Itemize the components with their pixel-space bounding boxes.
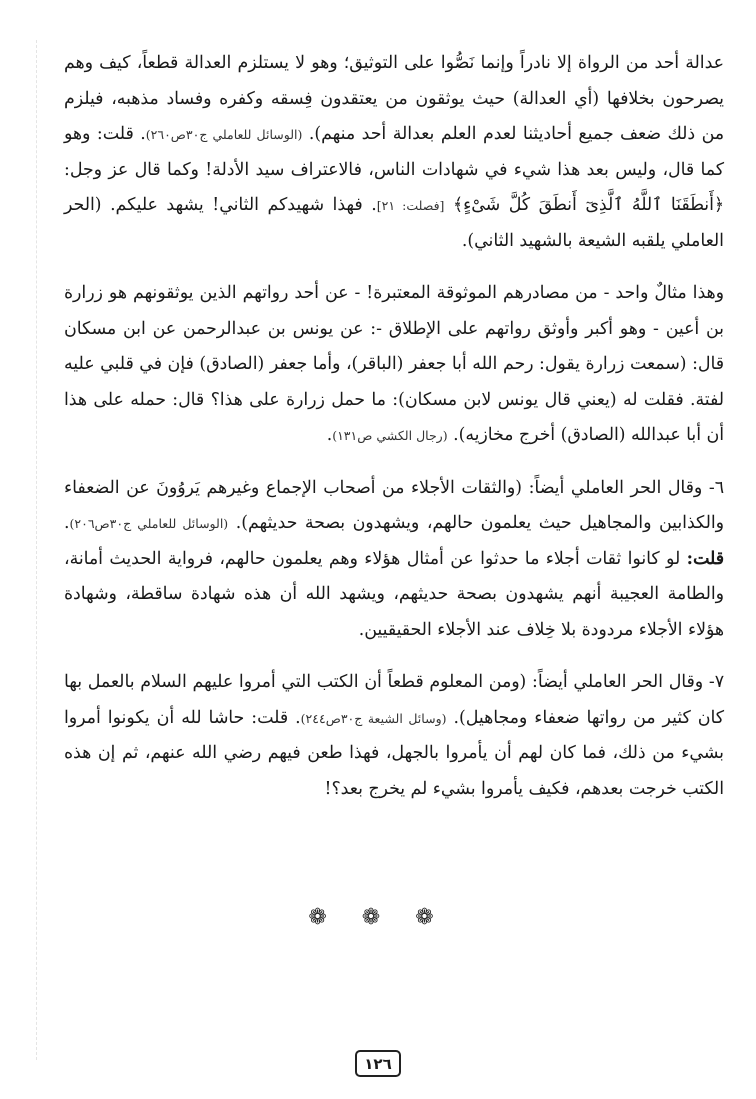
body-text: . فهذا شهيدكم الثاني! يشهد عليكم. (الحر العاملي يلقبه الشيعة بالشهيد الثاني). <box>64 195 724 251</box>
paragraph-3 <box>64 471 724 649</box>
citation-reference: [فصلت: ٢١] <box>376 198 445 213</box>
flower-ornament-icon: ❁ <box>308 905 341 930</box>
paragraph-2 <box>64 276 724 454</box>
body-text: لو كانوا ثقات أجلاء ما حدثوا عن أمثال هؤلاء وهم يعلمون حالهم، فرواية الحديث أمانة، والطامة العجيبة أنهم يشهدون بصحة حديثهم، ويشهد الله أن هذه شهادة ساقطة، وشهادة هؤلاء الأجلاء مردودة بلا خِلاف عند الأجلاء الحقيقيين. <box>64 548 724 640</box>
citation-reference: (الوسائل للعاملي ج٣٠ص٢٠٦) <box>69 516 229 531</box>
body-text: ٦- وقال الحر العاملي أيضاً: (والثقات الأجلاء من أصحاب الإجماع وغيرهم يَروُونَ عن الضعفاء والكذابين والمجاهيل حيث يعلمون حالهم، ويشهدون بصحة حديثهم). <box>64 477 724 533</box>
citation-reference: (رجال الكشي ص١٣١) <box>332 428 448 443</box>
body-text: عدالة أحد من الرواة إلا نادراً وإنما نَصُّوا على التوثيق؛ وهو لا يستلزم العدالة قطعاً، كيف وهم يصرحون بخلافها (أي العدالة) حيث يوثقون من يعتقدون فِسقه وكفره وفساد مذهبه، فيلزم من ذلك ضعف جميع أحاديثنا لعدم العلم بعدالة أحد منهم). <box>64 53 724 144</box>
flower-ornament-icon: ❁ <box>415 905 448 930</box>
paragraph-1 <box>64 46 724 259</box>
page-number <box>355 1050 401 1077</box>
document-body <box>64 46 724 807</box>
body-text: . <box>64 513 70 533</box>
body-text: ٧- وقال الحر العاملي أيضاً: (ومن المعلوم قطعاً أن الكتب التي أمروا عليهم السلام بالعمل بها كان كثير من رواتها ضعفاء ومجاهيل). <box>64 672 724 728</box>
body-text: . <box>326 425 333 445</box>
body-text: وهذا مثالٌ واحد - من مصادرهم الموثوقة المعتبرة! - عن أحد رواتهم الذين يوثقونهم هو زرارة بن أعين - وهو أكبر وأوثق رواتهم على الإطلاق -: عن يونس بن عبدالرحمن عن ابن مسكان قال: (سمعت زرارة يقول: رحم الله أبا جعفر (الباقر)، وأما جعفر (الصادق) فإن في قلبي عليه لفتة. فقلت له (يعني قال يونس لابن مسكان): ما حمل زرارة على هذا؟ قال: حمله على هذا أن أبا عبدالله (الصادق) أخرج مخازيه). <box>64 283 724 445</box>
flower-ornament-icon: ❁ <box>361 905 395 930</box>
emphasis-text: قلت: <box>686 548 724 569</box>
page-number-text: ١٢٦ <box>364 1054 392 1073</box>
paragraph-4 <box>64 665 724 807</box>
citation-reference: (وسائل الشيعة ج٣٠ص٢٤٤) <box>300 710 447 726</box>
body-text: . قلت: وهو كما قال، وليس بعد هذا شيء في شهادات الناس، فالاعتراف سيد الأدلة! وكما قال عز وجل: ﴿أَنطَقَنَا ٱللَّهُ ٱلَّذِىٓ أَنطَقَ كُلَّ شَىْءٍ﴾ <box>64 124 725 215</box>
body-text: . قلت: حاشا لله أن يكونوا أمروا بشيء من ذلك، فما كان لهم أن يأمروا بالجهل، فهذا طعن فيهم رضي الله عنهم، ثم إن هذه الكتب خرجت بعدهم، فكيف يأمروا بشيء لم يخرج بعد؟! <box>64 707 724 799</box>
section-divider-ornaments <box>0 905 756 930</box>
citation-reference: (الوسائل للعاملي ج٣٠ص٢٦٠) <box>145 127 303 142</box>
